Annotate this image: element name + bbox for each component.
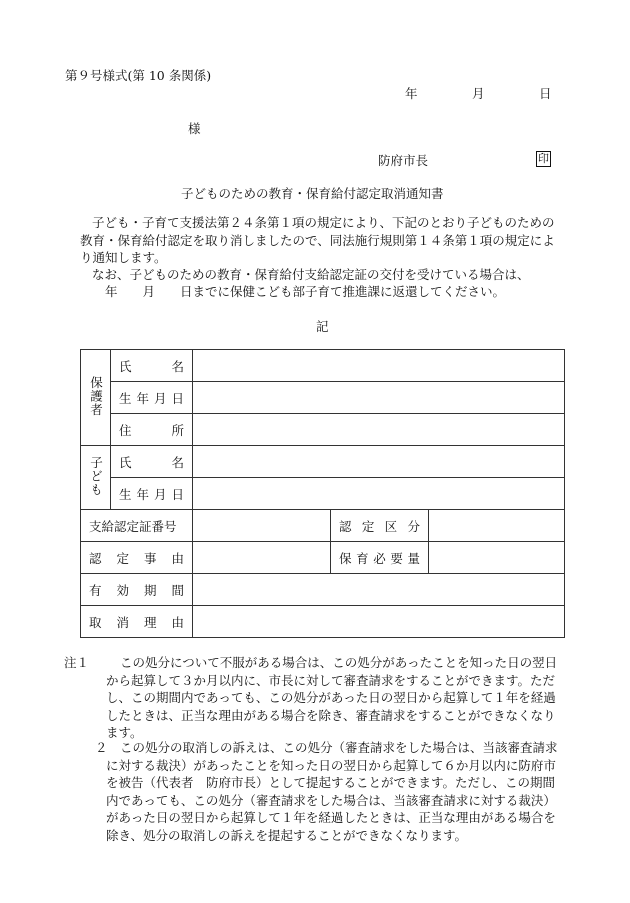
form-number: 第９号様式(第 10 条関係)	[65, 68, 212, 83]
table-row	[81, 542, 565, 574]
ki-label: 記	[316, 319, 329, 334]
cancellation-reason-label: 取消理由	[81, 606, 193, 638]
table-row	[81, 478, 565, 510]
table-row	[81, 382, 565, 414]
guardian-address-label: 住所	[111, 414, 193, 446]
official-seal: 印	[538, 152, 549, 165]
note-2-text: この処分の取消しの訴えは、この処分（審査請求をした場合は、当該審査請求に対する裁決）があったことを知った日の翌日から起算して６か月以内に防府市を被告（代表者 防府市長）として提起することができます。ただし、この期間内であっても、この処分（審査請求をした場合は、当該審査請求に対する裁決）があった日の翌日から起算して１年を経過したときは、正当な理由がある場合を除き、処分の取消しの訴えを提起することができなくなります。	[106, 740, 558, 843]
note-1	[64, 654, 564, 742]
guardian-name-value	[193, 350, 565, 382]
issuer-name: 防府市長	[378, 153, 429, 168]
child-birthdate-value	[193, 478, 565, 510]
guardian-address-value	[193, 414, 565, 446]
guardian-birthdate-label: 生年月日	[111, 382, 193, 414]
table-row	[81, 414, 565, 446]
child-birthdate-label: 生年月日	[111, 478, 193, 510]
table-row	[81, 606, 565, 638]
validity-period-label: 有効期間	[81, 574, 193, 606]
certification-category-value	[429, 510, 565, 542]
validity-period-value	[193, 574, 565, 606]
certification-reason-label: 認定事由	[81, 542, 193, 574]
table-row	[81, 446, 565, 478]
care-need-amount-value	[429, 542, 565, 574]
guardian-name-label: 氏名	[111, 350, 193, 382]
body-paragraph-1: 子ども・子育て支援法第２４条第１項の規定により、下記のとおり子どものための教育・保育給付認定を取り消しましたので、同法施行規則第１４条第１項の規定により通知します。	[80, 215, 555, 265]
child-name-label: 氏名	[111, 446, 193, 478]
body-paragraph-2-line-2: 年 月 日までに保健こども部子育て推進課に返還してください。	[105, 284, 506, 299]
document-title: 子どものための教育・保育給付認定取消通知書	[181, 186, 444, 201]
date-year-label: 年	[405, 86, 418, 101]
guardian-group-label: 保護者	[81, 350, 111, 446]
note-2-label: ２	[95, 740, 108, 755]
certificate-number-label: 支給認定証番号	[81, 510, 193, 542]
certificate-number-value	[193, 510, 331, 542]
note-2	[80, 739, 564, 844]
child-group-label: 子ども	[81, 446, 111, 510]
guardian-birthdate-value	[193, 382, 565, 414]
note-1-text: この処分について不服がある場合は、この処分があったことを知った日の翌日から起算して３か月以内に、市長に対して審査請求をすることができます。ただし、この期間内であっても、この処分があった日の翌日から起算して１年を経過したときは、正当な理由がある場合を除き、審査請求をすることができなくなります。	[106, 655, 558, 740]
notice-table	[80, 349, 565, 638]
cancellation-reason-value	[193, 606, 565, 638]
date-month-label: 月	[472, 86, 485, 101]
recipient-suffix: 様	[188, 121, 201, 136]
date-day-label: 日	[539, 86, 552, 101]
child-name-value	[193, 446, 565, 478]
care-need-amount-label: 保育必要量	[331, 542, 429, 574]
table-row	[81, 350, 565, 382]
certification-reason-value	[193, 542, 331, 574]
certification-category-label: 認定区分	[331, 510, 429, 542]
note-1-label: 注１	[64, 655, 90, 670]
table-row	[81, 510, 565, 542]
table-row	[81, 574, 565, 606]
body-paragraph-2-line-1: なお、子どものための教育・保育給付支給認定証の交付を受けている場合は、	[92, 267, 530, 282]
